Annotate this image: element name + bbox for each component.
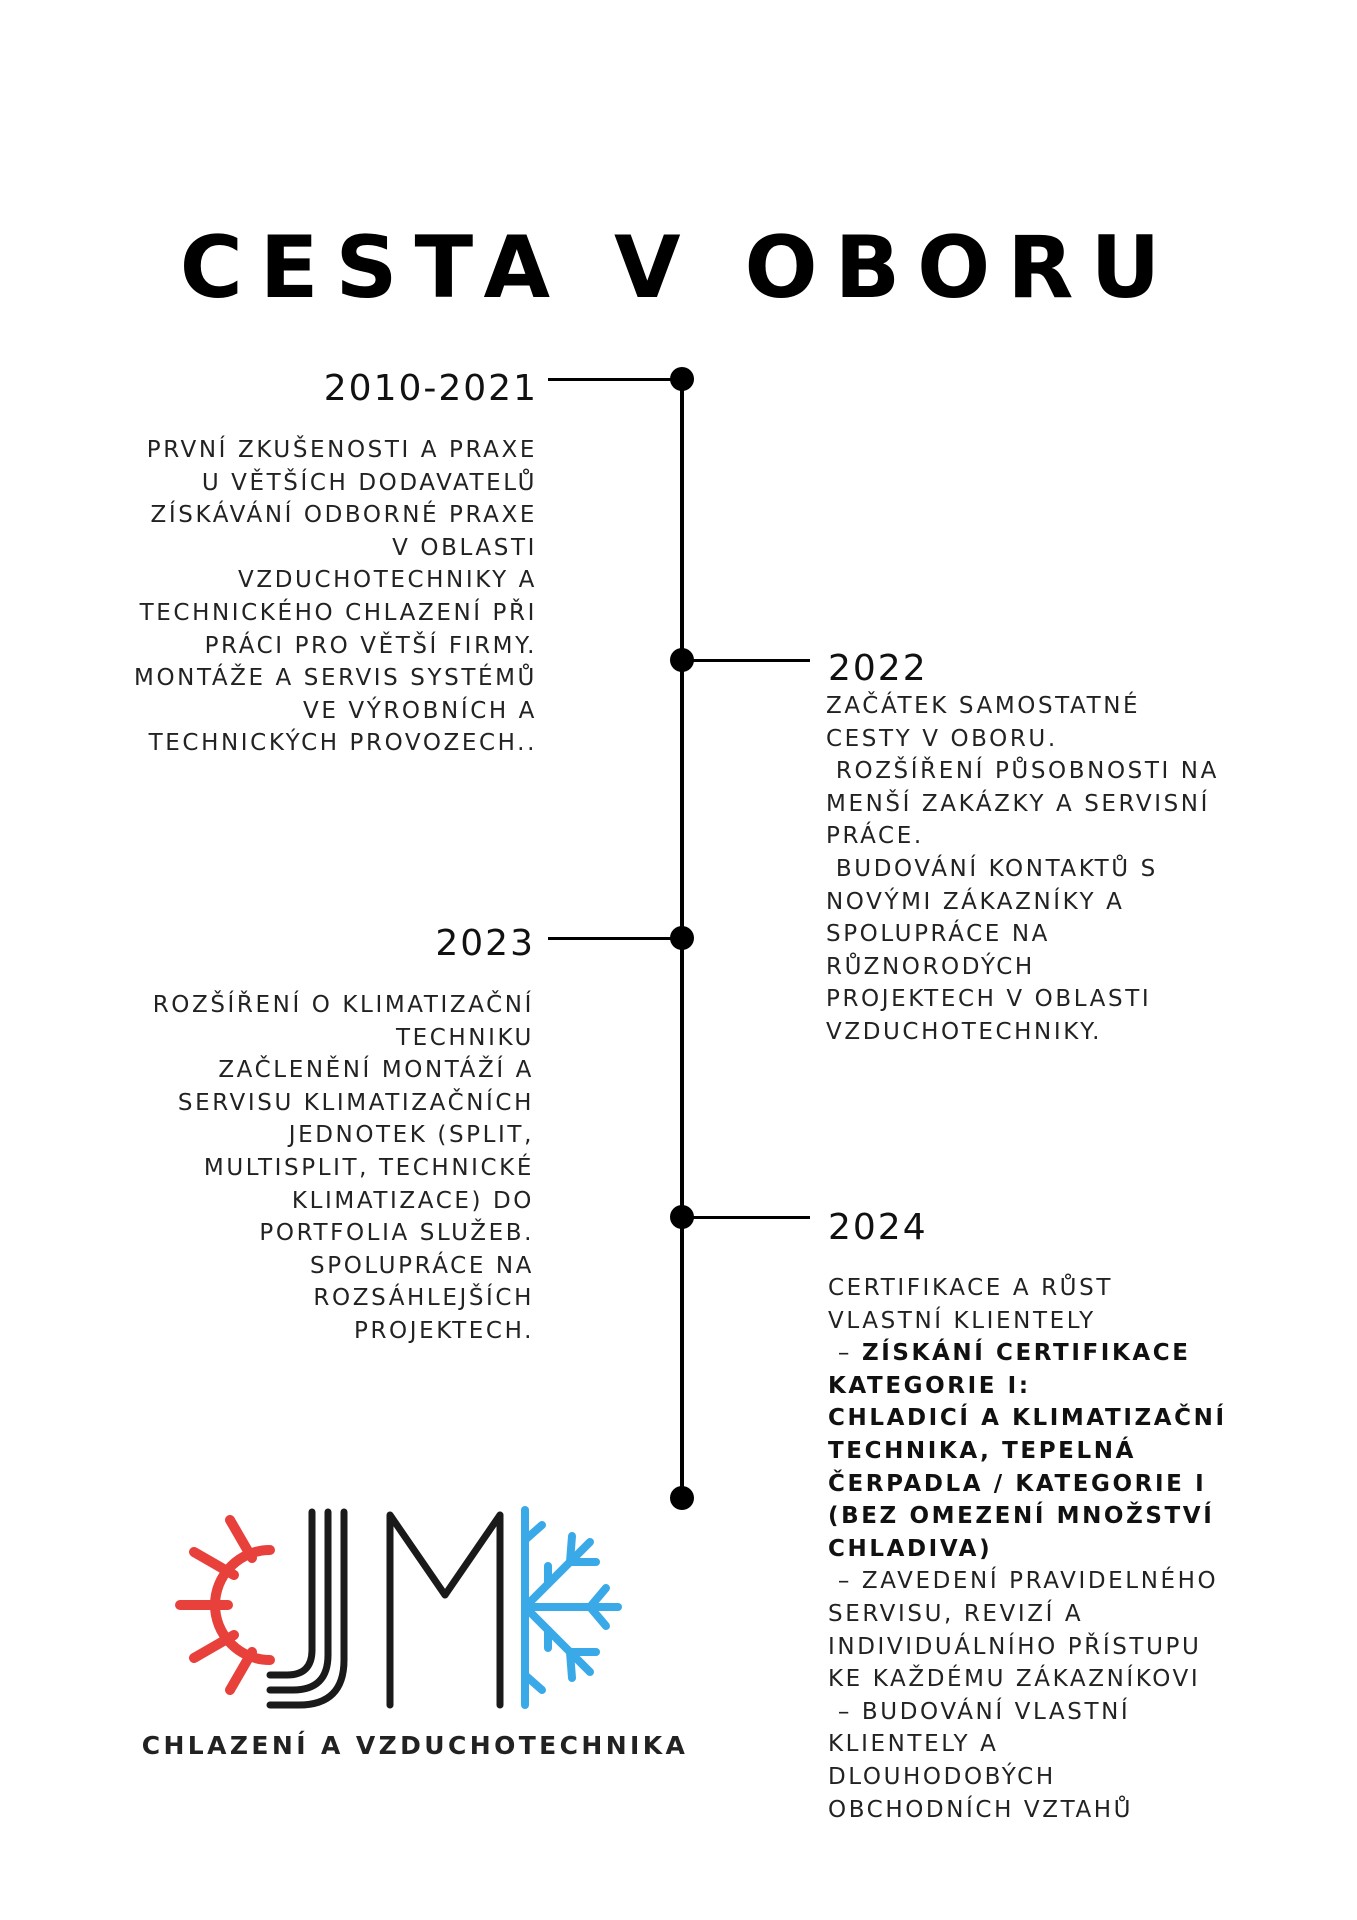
timeline-desc-2023 (153, 989, 534, 1348)
desc-line: ROZŠÍŘENÍ PŮSOBNOSTI NA (826, 758, 1219, 785)
desc-line: ROZŠÍŘENÍ O KLIMATIZAČNÍ (152, 992, 534, 1018)
timeline-desc-2010-2021 (134, 434, 537, 760)
desc-line: INDIVIDUÁLNÍHO PŘÍSTUPU (828, 1633, 1202, 1660)
desc-line: CHLADIVA) (828, 1535, 993, 1562)
desc-line: (BEZ OMEZENÍ MNOŽSTVÍ (828, 1503, 1215, 1530)
desc-line: ZÍSKÁVÁNÍ ODBORNÉ PRAXE (150, 502, 537, 529)
desc-line: VZDUCHOTECHNIKY. (826, 1018, 1102, 1045)
desc-line: PRÁCI PRO VĚTŠÍ FIRMY. (204, 632, 537, 659)
letter-m-icon (390, 1515, 500, 1705)
timeline-year-2022: 2022 (828, 648, 928, 689)
desc-line: ČERPADLA / KATEGORIE I (828, 1470, 1207, 1497)
desc-line (828, 1337, 1227, 1370)
desc-line: JEDNOTEK (SPLIT, (288, 1122, 534, 1149)
desc-line: PRÁCE. (826, 823, 924, 850)
desc-line: VZDUCHOTECHNIKY A (238, 567, 537, 594)
desc-line: KATEGORIE I: (828, 1372, 1031, 1399)
desc-line: SERVISU KLIMATIZAČNÍCH (177, 1089, 534, 1116)
desc-line: U VĚTŠÍCH DODAVATELŮ (201, 469, 537, 496)
page-title: CESTA V OBORU (179, 218, 1178, 318)
desc-line: ZAČLENĚNÍ MONTÁŽÍ A (218, 1057, 534, 1084)
timeline-dot-2024 (670, 1205, 694, 1229)
desc-line: – BUDOVÁNÍ VLASTNÍ (828, 1698, 1131, 1725)
desc-line-bold: ZÍSKÁNÍ CERTIFIKACE (861, 1340, 1191, 1367)
desc-line: TECHNIKU (395, 1024, 534, 1051)
desc-line: CERTIFIKACE A RŮST (828, 1275, 1113, 1301)
timeline-year-2010-2021: 2010-2021 (323, 368, 538, 409)
desc-line: SPOLUPRÁCE NA (310, 1252, 534, 1279)
jm-logo-icon (170, 1500, 700, 1720)
timeline-desc-2022 (826, 690, 1219, 1049)
desc-line: ZAČÁTEK SAMOSTATNÉ (826, 693, 1141, 719)
letter-j-icon (270, 1512, 344, 1705)
desc-line: – ZAVEDENÍ PRAVIDELNÉHO (828, 1568, 1219, 1595)
desc-line: CHLADICÍ A KLIMATIZAČNÍ (828, 1405, 1227, 1432)
timeline-year-2024: 2024 (828, 1207, 928, 1248)
timeline-dot-2010 (670, 367, 694, 391)
desc-line: KLIMATIZACE) DO (291, 1187, 534, 1214)
desc-line: PROJEKTECH V OBLASTI (826, 986, 1152, 1013)
desc-line-prefix: – (828, 1340, 862, 1367)
desc-line: V OBLASTI (392, 534, 537, 561)
desc-line: VLASTNÍ KLIENTELY (828, 1307, 1096, 1334)
sun-icon (180, 1520, 270, 1690)
timeline-connector-2024 (682, 1216, 810, 1219)
desc-line: KLIENTELY A (828, 1731, 999, 1758)
logo-tagline: CHLAZENÍ A VZDUCHOTECHNIKA (141, 1731, 689, 1760)
desc-line: CESTY V OBORU. (826, 725, 1058, 752)
timeline-year-2023: 2023 (435, 923, 535, 964)
desc-line: MONTÁŽE A SERVIS SYSTÉMŮ (134, 665, 537, 692)
desc-line: RŮZNORODÝCH (826, 953, 1035, 980)
desc-line: KE KAŽDÉMU ZÁKAZNÍKOVI (828, 1666, 1201, 1693)
desc-line: PROJEKTECH. (353, 1317, 534, 1344)
snowflake-icon (525, 1510, 618, 1705)
desc-line: MULTISPLIT, TECHNICKÉ (203, 1154, 534, 1181)
timeline-connector-2022 (682, 659, 810, 662)
timeline-desc-2024 (828, 1272, 1227, 1826)
desc-line: NOVÝMI ZÁKAZNÍKY A (826, 888, 1125, 915)
timeline-connector-2010 (548, 378, 682, 381)
desc-line: SPOLUPRÁCE NA (826, 921, 1050, 948)
desc-line: DLOUHODOBÝCH (828, 1763, 1056, 1790)
desc-line: VE VÝROBNÍCH A (302, 697, 537, 724)
desc-line: BUDOVÁNÍ KONTAKTŮ S (826, 855, 1158, 882)
desc-line: ROZSÁHLEJŠÍCH (313, 1285, 534, 1312)
desc-line: TECHNICKÉHO CHLAZENÍ PŘI (139, 599, 537, 626)
desc-line: MENŠÍ ZAKÁZKY A SERVISNÍ (826, 790, 1210, 817)
desc-line: SERVISU, REVIZÍ A (828, 1600, 1084, 1627)
timeline-dot-2023 (670, 926, 694, 950)
desc-line: PRVNÍ ZKUŠENOSTI A PRAXE (146, 437, 537, 463)
timeline-dot-2022 (670, 648, 694, 672)
desc-line: TECHNIKA, TEPELNÁ (828, 1437, 1137, 1464)
desc-line: PORTFOLIA SLUŽEB. (259, 1220, 534, 1247)
desc-line: OBCHODNÍCH VZTAHŮ (828, 1796, 1134, 1823)
desc-line: TECHNICKÝCH PROVOZECH.. (148, 730, 537, 757)
timeline-connector-2023 (548, 937, 682, 940)
